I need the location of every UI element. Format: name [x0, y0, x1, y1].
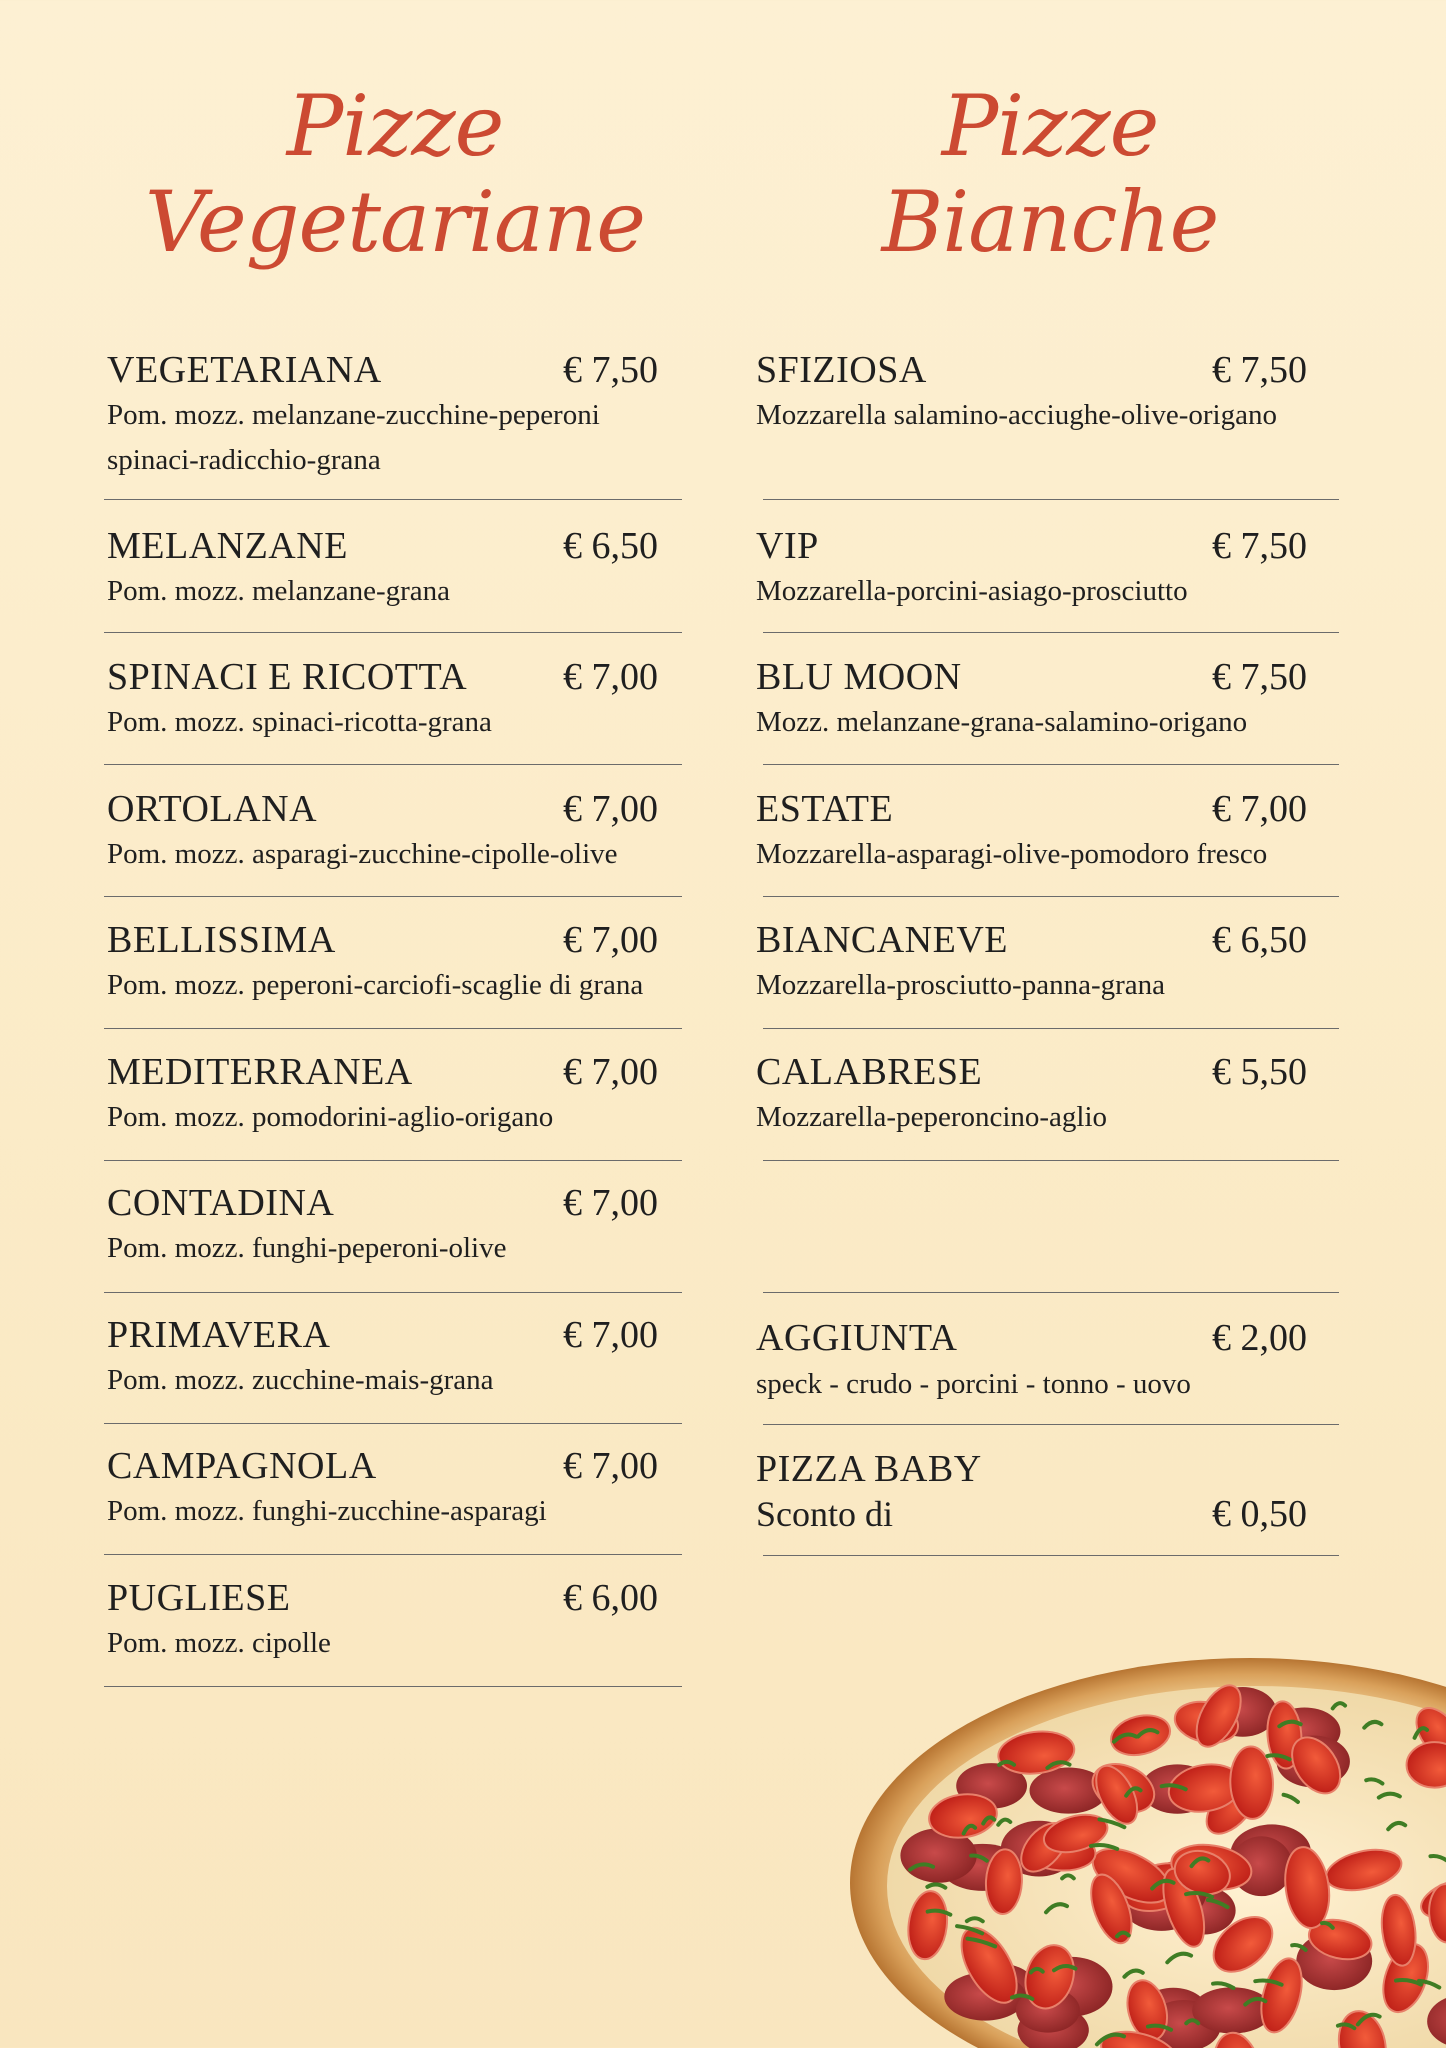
menu-item-description: Pom. mozz. pomodorini-aglio-origano — [107, 1101, 554, 1133]
divider — [104, 1423, 682, 1424]
menu-item — [756, 524, 1336, 613]
divider — [104, 896, 682, 897]
menu-item — [107, 1313, 687, 1402]
menu-item — [756, 348, 1336, 437]
menu-item-description: Mozzarella-asparagi-olive-pomodoro fresco — [756, 838, 1268, 870]
menu-item-name: SFIZIOSA — [756, 349, 927, 391]
menu-item-name: CONTADINA — [107, 1182, 335, 1224]
divider — [104, 1292, 682, 1293]
menu-item-description: Pom. mozz. funghi-peperoni-olive — [107, 1232, 507, 1264]
menu-item-description: Mozz. melanzane-grana-salamino-origano — [756, 706, 1248, 738]
menu-item-price: € 7,00 — [563, 919, 658, 961]
menu-item-price: € 7,50 — [1212, 349, 1307, 391]
menu-item-description: spinaci-radicchio-grana — [107, 444, 381, 476]
divider — [104, 1028, 682, 1029]
menu-item-description: Mozzarella salamino-acciughe-olive-origano — [756, 399, 1277, 431]
menu-item-price: € 7,00 — [1212, 788, 1307, 830]
divider — [104, 1160, 682, 1161]
menu-item-price: € 0,50 — [1212, 1493, 1307, 1535]
divider — [763, 1160, 1339, 1161]
menu-item-price: € 6,00 — [563, 1577, 658, 1619]
menu-item-price: € 2,00 — [1212, 1317, 1307, 1359]
menu-item-price: € 5,50 — [1212, 1051, 1307, 1093]
menu-item-description: Pom. mozz. zucchine-mais-grana — [107, 1364, 494, 1396]
menu-item-name: VEGETARIANA — [107, 349, 382, 391]
menu-item-price: € 7,50 — [1212, 656, 1307, 698]
divider — [104, 1554, 682, 1555]
menu-item-name: CALABRESE — [756, 1051, 983, 1093]
menu-item-name: ORTOLANA — [107, 788, 318, 830]
divider — [763, 1028, 1339, 1029]
heading-line: Pizze — [286, 77, 504, 175]
heading-pizze-bianche — [770, 78, 1330, 270]
menu-item-pizza-baby — [756, 1447, 1321, 1547]
menu-item-description: Pom. mozz. cipolle — [107, 1627, 331, 1659]
heading-pizze-vegetariane — [115, 78, 675, 270]
menu-item-price: € 6,50 — [563, 525, 658, 567]
salami-slice — [1192, 1987, 1272, 2033]
menu-item-name: PRIMAVERA — [107, 1314, 331, 1356]
menu-item-price: € 7,00 — [563, 1445, 658, 1487]
menu-item — [756, 1050, 1336, 1139]
menu-item-description: Pom. mozz. melanzane-zucchine-peperoni — [107, 399, 600, 431]
menu-item — [756, 655, 1336, 744]
divider — [763, 1555, 1339, 1556]
menu-item-name: PIZZA BABY — [756, 1448, 982, 1490]
menu-item — [756, 918, 1336, 1007]
divider — [104, 632, 682, 633]
divider — [763, 499, 1339, 500]
divider — [763, 764, 1339, 765]
divider — [763, 1424, 1339, 1425]
divider — [104, 764, 682, 765]
menu-item-description: Pom. mozz. asparagi-zucchine-cipolle-olive — [107, 838, 618, 870]
menu-item-description: Pom. mozz. spinaci-ricotta-grana — [107, 706, 492, 738]
menu-item-description: Mozzarella-porcini-asiago-prosciutto — [756, 575, 1188, 607]
menu-item-name: BIANCANEVE — [756, 919, 1008, 961]
menu-item-name: BELLISSIMA — [107, 919, 336, 961]
divider — [104, 1686, 682, 1687]
menu-item-name: ESTATE — [756, 788, 894, 830]
menu-item-description: speck - crudo - porcini - tonno - uovo — [756, 1368, 1191, 1400]
heading-line: Bianche — [881, 173, 1219, 271]
menu-item — [107, 1050, 687, 1139]
menu-item — [107, 1181, 687, 1270]
menu-item-description: Pom. mozz. funghi-zucchine-asparagi — [107, 1495, 547, 1527]
menu-item-description: Pom. mozz. peperoni-carciofi-scaglie di grana — [107, 969, 644, 1001]
menu-item-name: BLU MOON — [756, 656, 962, 698]
pizza-image — [850, 1648, 1446, 2048]
menu-item-name: AGGIUNTA — [756, 1317, 958, 1359]
menu-item — [107, 655, 687, 744]
menu-item — [107, 787, 687, 876]
divider — [104, 499, 682, 500]
heading-line: Vegetariane — [145, 173, 645, 271]
menu-item-price: € 7,00 — [563, 1182, 658, 1224]
menu-item-price: € 7,00 — [563, 1314, 658, 1356]
menu-item — [107, 348, 687, 482]
divider — [763, 896, 1339, 897]
menu-item-price: € 7,00 — [563, 656, 658, 698]
menu-item — [107, 1576, 687, 1665]
menu-item-price: € 6,50 — [1212, 919, 1307, 961]
menu-item-name: CAMPAGNOLA — [107, 1445, 377, 1487]
menu-item-name: VIP — [756, 525, 819, 567]
menu-item-name: MEDITERRANEA — [107, 1051, 413, 1093]
menu-item-description: Pom. mozz. melanzane-grana — [107, 575, 451, 607]
menu-item — [107, 524, 687, 613]
menu-item-name: MELANZANE — [107, 525, 348, 567]
menu-item — [107, 1444, 687, 1533]
heading-line: Pizze — [941, 77, 1159, 175]
menu-item-description: Sconto di — [756, 1494, 894, 1534]
menu-item-description: Mozzarella-peperoncino-aglio — [756, 1101, 1108, 1133]
menu-item — [756, 787, 1336, 876]
divider — [763, 632, 1339, 633]
menu-item-name: SPINACI E RICOTTA — [107, 656, 468, 698]
menu-item-description: Mozzarella-prosciutto-panna-grana — [756, 969, 1166, 1001]
menu-item-price: € 7,00 — [563, 788, 658, 830]
menu-item-name: PUGLIESE — [107, 1577, 291, 1619]
menu-item-aggiunta — [756, 1316, 1321, 1416]
menu-item-price: € 7,00 — [563, 1051, 658, 1093]
divider — [763, 1292, 1339, 1293]
menu-item-price: € 7,50 — [563, 349, 658, 391]
menu-item-price: € 7,50 — [1212, 525, 1307, 567]
menu-item — [107, 918, 687, 1007]
